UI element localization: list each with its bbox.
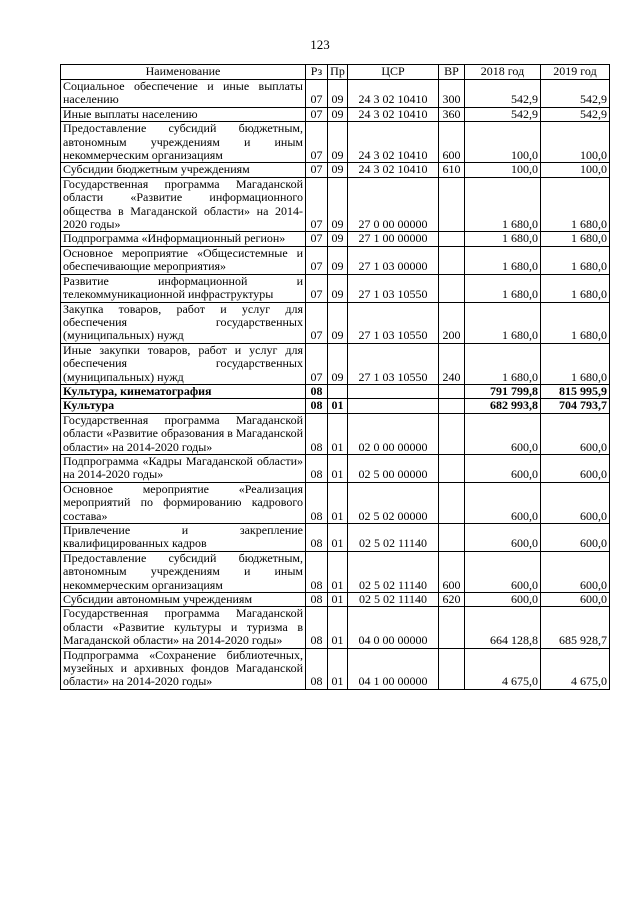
cell-2019: 600,0 [541,413,610,454]
header-rz: Рз [306,65,328,80]
cell-pr: 01 [328,482,348,523]
table-row [61,384,610,398]
cell-vr [439,177,465,232]
cell-pr: 09 [328,343,348,384]
cell-2019: 600,0 [541,482,610,523]
cell-2018: 600,0 [465,413,541,454]
cell-2018: 600,0 [465,524,541,552]
cell-name: Государственная программа Магаданской области «Развитие информационного общества в Магаданской области» на 2014-2020 годы» [61,177,306,232]
cell-2018: 1 680,0 [465,302,541,343]
cell-name: Предоставление субсидий бюджетным, автономным учреждениям и иным некоммерческим организациям [61,551,306,592]
cell-2019: 600,0 [541,551,610,592]
cell-pr: 09 [328,122,348,163]
cell-csr: 24 3 02 10410 [348,163,439,177]
cell-pr: 01 [328,399,348,413]
cell-2018: 600,0 [465,454,541,482]
table-row [61,122,610,163]
cell-name: Закупка товаров, работ и услуг для обеспечения государственных (муниципальных) нужд [61,302,306,343]
cell-vr [439,274,465,302]
table-row [61,648,610,689]
cell-csr: 27 0 00 00000 [348,177,439,232]
cell-rz: 08 [306,593,328,607]
cell-2019: 1 680,0 [541,232,610,246]
cell-vr [439,232,465,246]
cell-name: Иные выплаты населению [61,107,306,121]
cell-csr: 24 3 02 10410 [348,80,439,108]
cell-name: Социальное обеспечение и иные выплаты населению [61,80,306,108]
table-row [61,177,610,232]
header-2019: 2019 год [541,65,610,80]
header-csr: ЦСР [348,65,439,80]
cell-pr: 09 [328,80,348,108]
cell-2019: 542,9 [541,80,610,108]
cell-vr [439,482,465,523]
cell-rz: 08 [306,399,328,413]
table-row [61,343,610,384]
cell-pr: 09 [328,107,348,121]
cell-2018: 1 680,0 [465,246,541,274]
cell-rz: 07 [306,163,328,177]
cell-pr: 01 [328,551,348,592]
cell-name: Привлечение и закрепление квалифицированных кадров [61,524,306,552]
cell-pr: 09 [328,246,348,274]
cell-name: Государственная программа Магаданской области «Развитие образования в Магаданской области» на 2014-2020 годы» [61,413,306,454]
cell-vr [439,524,465,552]
cell-rz: 07 [306,107,328,121]
cell-2018: 600,0 [465,482,541,523]
table-row [61,454,610,482]
cell-rz: 08 [306,648,328,689]
cell-pr: 09 [328,177,348,232]
table-row [61,482,610,523]
cell-csr: 04 0 00 00000 [348,607,439,648]
cell-name: Субсидии автономным учреждениям [61,593,306,607]
cell-2018: 100,0 [465,122,541,163]
cell-2018: 1 680,0 [465,274,541,302]
cell-csr [348,399,439,413]
cell-2019: 1 680,0 [541,343,610,384]
table-body [61,80,610,690]
cell-name: Основное мероприятие «Общесистемные и обеспечивающие мероприятия» [61,246,306,274]
cell-rz: 08 [306,551,328,592]
cell-csr: 02 5 02 00000 [348,482,439,523]
cell-vr [439,648,465,689]
cell-2018: 4 675,0 [465,648,541,689]
cell-rz: 07 [306,343,328,384]
cell-2019: 600,0 [541,454,610,482]
cell-2019: 1 680,0 [541,177,610,232]
cell-2019: 815 995,9 [541,384,610,398]
cell-pr: 01 [328,413,348,454]
cell-csr: 27 1 03 00000 [348,246,439,274]
cell-2018: 600,0 [465,551,541,592]
cell-csr: 04 1 00 00000 [348,648,439,689]
cell-name: Подпрограмма «Информационный регион» [61,232,306,246]
cell-2018: 682 993,8 [465,399,541,413]
cell-vr [439,384,465,398]
cell-rz: 08 [306,607,328,648]
cell-csr: 27 1 03 10550 [348,302,439,343]
cell-vr: 360 [439,107,465,121]
cell-2018: 100,0 [465,163,541,177]
cell-vr: 620 [439,593,465,607]
cell-2018: 1 680,0 [465,177,541,232]
cell-2018: 664 128,8 [465,607,541,648]
cell-rz: 07 [306,122,328,163]
cell-vr [439,607,465,648]
cell-vr: 200 [439,302,465,343]
cell-pr: 01 [328,648,348,689]
cell-csr: 24 3 02 10410 [348,107,439,121]
table-row [61,593,610,607]
cell-csr: 27 1 03 10550 [348,274,439,302]
cell-name: Развитие информационной и телекоммуникационной инфраструктуры [61,274,306,302]
cell-csr: 27 1 00 00000 [348,232,439,246]
cell-pr: 09 [328,232,348,246]
table-row [61,399,610,413]
cell-name: Подпрограмма «Сохранение библиотечных, музейных и архивных фондов Магаданской области» на 2014-2020 годы» [61,648,306,689]
cell-vr: 600 [439,122,465,163]
cell-name: Культура [61,399,306,413]
cell-rz: 08 [306,384,328,398]
cell-name: Иные закупки товаров, работ и услуг для обеспечения государственных (муниципальных) нужд [61,343,306,384]
cell-2019: 542,9 [541,107,610,121]
cell-2018: 600,0 [465,593,541,607]
table-row [61,302,610,343]
cell-2019: 600,0 [541,593,610,607]
header-vr: ВР [439,65,465,80]
cell-name: Предоставление субсидий бюджетным, автономным учреждениям и иным некоммерческим организациям [61,122,306,163]
cell-2018: 542,9 [465,80,541,108]
table-row [61,274,610,302]
cell-2019: 100,0 [541,122,610,163]
cell-2019: 1 680,0 [541,302,610,343]
cell-rz: 07 [306,302,328,343]
cell-csr: 02 5 02 11140 [348,551,439,592]
cell-csr: 27 1 03 10550 [348,343,439,384]
cell-pr: 09 [328,302,348,343]
cell-name: Подпрограмма «Кадры Магаданской области» на 2014-2020 годы» [61,454,306,482]
cell-2019: 100,0 [541,163,610,177]
cell-rz: 08 [306,413,328,454]
cell-pr: 09 [328,274,348,302]
cell-rz: 08 [306,482,328,523]
cell-2019: 704 793,7 [541,399,610,413]
cell-2019: 1 680,0 [541,246,610,274]
table-row [61,232,610,246]
cell-2019: 4 675,0 [541,648,610,689]
cell-csr: 02 5 00 00000 [348,454,439,482]
cell-csr [348,384,439,398]
cell-2018: 542,9 [465,107,541,121]
cell-pr: 09 [328,163,348,177]
page-number: 123 [310,37,330,52]
cell-2019: 685 928,7 [541,607,610,648]
cell-vr [439,399,465,413]
header-2018: 2018 год [465,65,541,80]
cell-2019: 1 680,0 [541,274,610,302]
table-row [61,246,610,274]
table-row [61,413,610,454]
cell-pr: 01 [328,593,348,607]
cell-name: Государственная программа Магаданской области «Развитие культуры и туризма в Магаданской области» на 2014-2020 годы» [61,607,306,648]
cell-csr: 02 0 00 00000 [348,413,439,454]
cell-vr: 610 [439,163,465,177]
cell-name: Культура, кинематография [61,384,306,398]
cell-csr: 24 3 02 10410 [348,122,439,163]
cell-pr: 01 [328,524,348,552]
table-row [61,524,610,552]
table-row [61,80,610,108]
cell-vr: 300 [439,80,465,108]
table-row [61,551,610,592]
cell-2018: 791 799,8 [465,384,541,398]
cell-vr [439,454,465,482]
cell-vr [439,246,465,274]
cell-name: Основное мероприятие «Реализация мероприятий по формированию кадрового состава» [61,482,306,523]
budget-table [60,64,610,690]
cell-rz: 07 [306,274,328,302]
cell-pr [328,384,348,398]
cell-name: Субсидии бюджетным учреждениям [61,163,306,177]
cell-vr: 240 [439,343,465,384]
cell-pr: 01 [328,607,348,648]
table-row [61,107,610,121]
cell-csr: 02 5 02 11140 [348,593,439,607]
cell-vr: 600 [439,551,465,592]
cell-rz: 08 [306,454,328,482]
cell-rz: 08 [306,524,328,552]
table-row [61,607,610,648]
cell-pr: 01 [328,454,348,482]
header-name: Наименование [61,65,306,80]
cell-vr [439,413,465,454]
cell-rz: 07 [306,246,328,274]
cell-rz: 07 [306,232,328,246]
header-pr: Пр [328,65,348,80]
cell-rz: 07 [306,177,328,232]
cell-2018: 1 680,0 [465,343,541,384]
table-row [61,163,610,177]
cell-2019: 600,0 [541,524,610,552]
cell-rz: 07 [306,80,328,108]
cell-csr: 02 5 02 11140 [348,524,439,552]
cell-2018: 1 680,0 [465,232,541,246]
table-header-row [61,65,610,80]
